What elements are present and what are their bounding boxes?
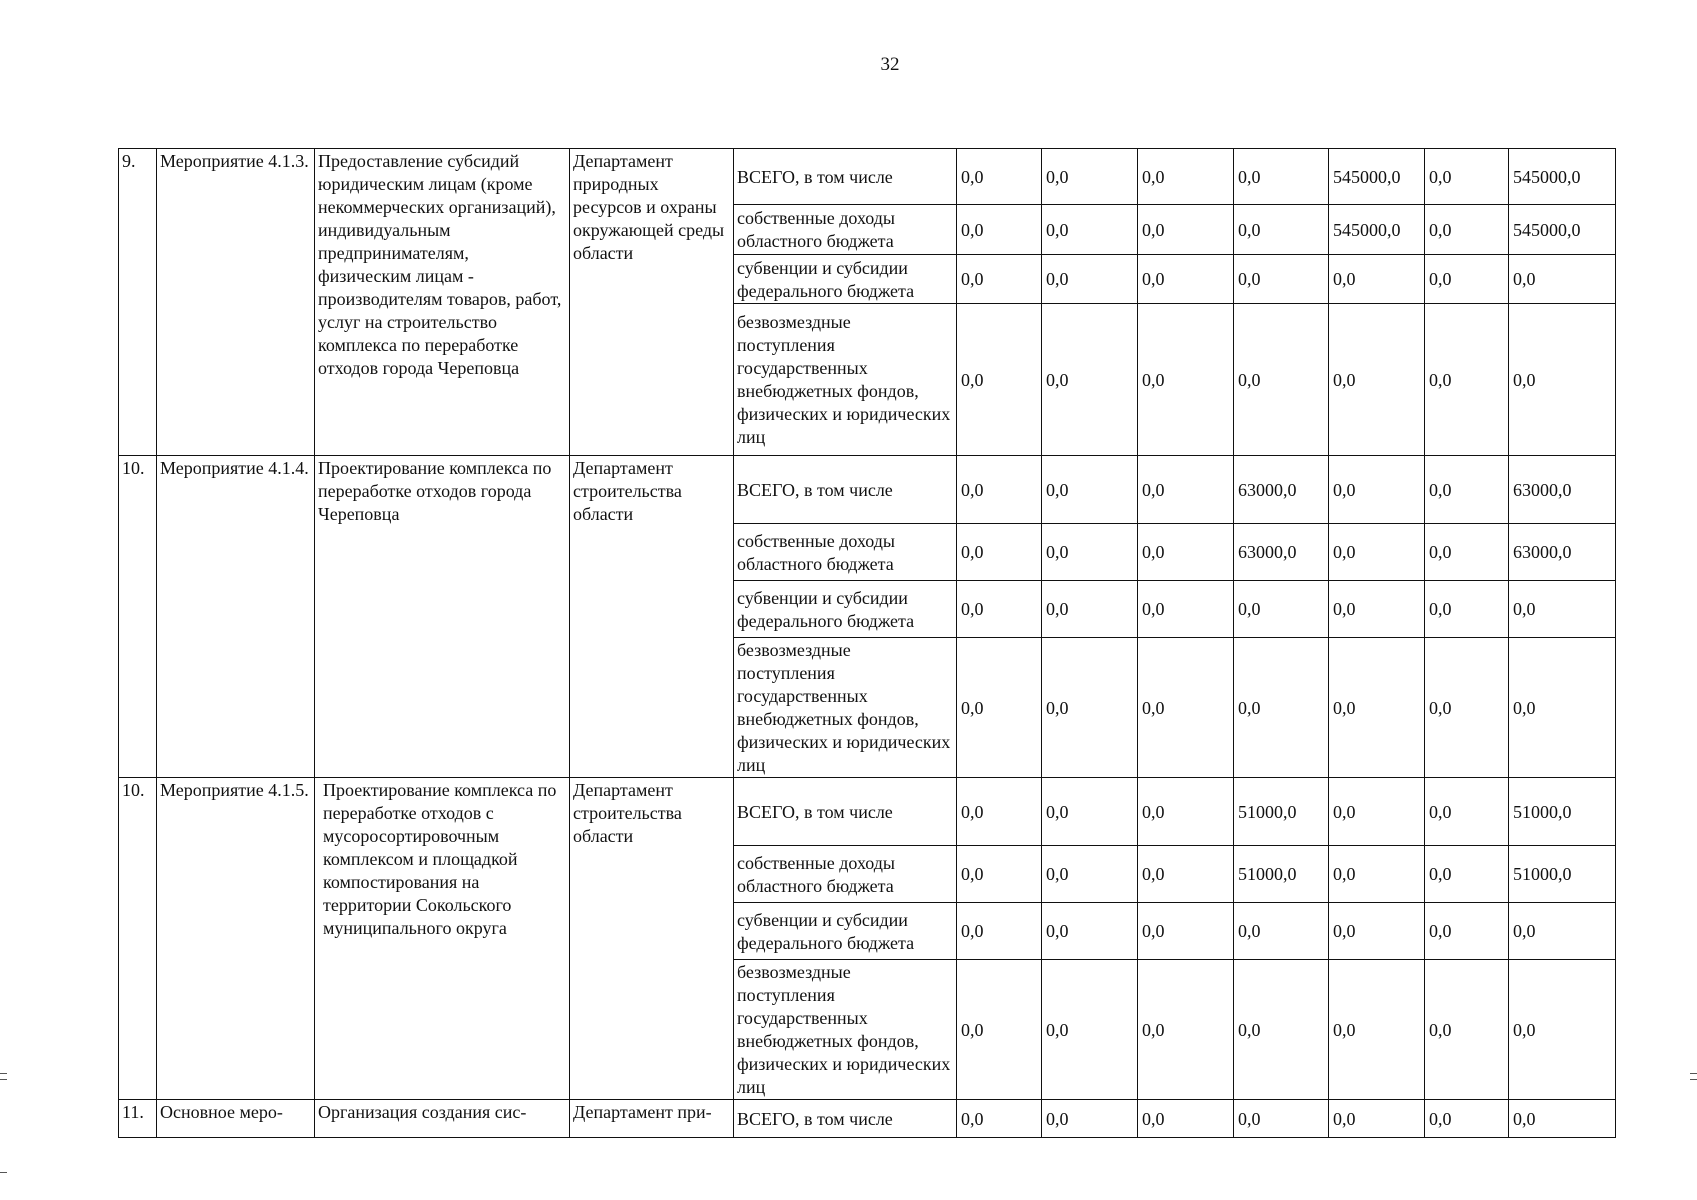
amount-cell: 0,0	[1425, 638, 1509, 778]
table-row	[119, 1100, 1616, 1138]
amount-cell: 0,0	[1425, 524, 1509, 581]
amount-cell: 0,0	[1138, 456, 1234, 524]
table-row	[119, 456, 1616, 524]
amount-cell: 0,0	[957, 581, 1042, 638]
amount-cell: 0,0	[1425, 846, 1509, 903]
amount-cell: 0,0	[1042, 1100, 1138, 1138]
amount-cell: 0,0	[1138, 638, 1234, 778]
amount-cell: 0,0	[1138, 149, 1234, 205]
amount-cell: 0,0	[1042, 903, 1138, 960]
margin-mark	[0, 1073, 7, 1074]
amount-cell: 0,0	[1425, 304, 1509, 456]
margin-mark	[0, 1172, 7, 1173]
amount-cell: 0,0	[957, 778, 1042, 846]
amount-cell: 0,0	[1138, 255, 1234, 304]
amount-cell: 545000,0	[1509, 205, 1616, 255]
amount-cell: 0,0	[1042, 304, 1138, 456]
amount-cell: 0,0	[1138, 581, 1234, 638]
row-number: 11.	[119, 1100, 157, 1138]
amount-cell: 0,0	[1042, 524, 1138, 581]
amount-cell: 0,0	[1425, 255, 1509, 304]
amount-cell: 0,0	[957, 903, 1042, 960]
amount-cell: 0,0	[1234, 960, 1329, 1100]
amount-cell: 0,0	[957, 149, 1042, 205]
amount-cell: 0,0	[1042, 205, 1138, 255]
funding-source: собственные доходы областного бюджета	[734, 846, 957, 903]
amount-cell: 0,0	[1234, 255, 1329, 304]
amount-cell: 0,0	[1329, 304, 1425, 456]
amount-cell: 545000,0	[1329, 205, 1425, 255]
amount-cell: 0,0	[957, 960, 1042, 1100]
amount-cell: 0,0	[1138, 778, 1234, 846]
amount-cell: 0,0	[1329, 778, 1425, 846]
amount-cell: 0,0	[957, 456, 1042, 524]
amount-cell: 0,0	[1138, 205, 1234, 255]
amount-cell: 0,0	[1042, 581, 1138, 638]
amount-cell: 545000,0	[1509, 149, 1616, 205]
amount-cell: 0,0	[957, 1100, 1042, 1138]
row-number: 9.	[119, 149, 157, 456]
amount-cell: 63000,0	[1509, 456, 1616, 524]
amount-cell: 0,0	[1509, 581, 1616, 638]
amount-cell: 0,0	[1329, 255, 1425, 304]
funding-source: субвенции и субсидии федерального бюджета	[734, 581, 957, 638]
row-number: 10.	[119, 778, 157, 1100]
amount-cell: 0,0	[1138, 1100, 1234, 1138]
amount-cell: 0,0	[1425, 1100, 1509, 1138]
event-code: Мероприятие 4.1.3.	[157, 149, 315, 456]
amount-cell: 0,0	[1234, 149, 1329, 205]
amount-cell: 0,0	[1138, 846, 1234, 903]
amount-cell: 0,0	[957, 638, 1042, 778]
page-number: 32	[880, 54, 900, 75]
amount-cell: 545000,0	[1329, 149, 1425, 205]
row-number: 10.	[119, 456, 157, 778]
amount-cell: 0,0	[1329, 638, 1425, 778]
executor: Департамент при-	[570, 1100, 734, 1138]
margin-mark	[1690, 1079, 1697, 1080]
amount-cell: 0,0	[1234, 638, 1329, 778]
amount-cell: 0,0	[957, 255, 1042, 304]
amount-cell: 0,0	[1425, 205, 1509, 255]
amount-cell: 63000,0	[1234, 456, 1329, 524]
event-name: Организация создания сис-	[315, 1100, 570, 1138]
event-code: Мероприятие 4.1.4.	[157, 456, 315, 778]
amount-cell: 0,0	[1329, 903, 1425, 960]
amount-cell: 0,0	[1425, 149, 1509, 205]
amount-cell: 51000,0	[1234, 846, 1329, 903]
amount-cell: 0,0	[1042, 149, 1138, 205]
amount-cell: 0,0	[1509, 1100, 1616, 1138]
amount-cell: 0,0	[1138, 903, 1234, 960]
amount-cell: 0,0	[1042, 638, 1138, 778]
amount-cell: 63000,0	[1234, 524, 1329, 581]
amount-cell: 0,0	[1329, 581, 1425, 638]
financing-table	[118, 148, 1616, 1138]
amount-cell: 0,0	[1425, 581, 1509, 638]
event-name: Проектирование комплекса по переработке отходов с мусоросортировочным комплексом и площадкой компостирования на территории Сокольского муниципального округа	[315, 778, 570, 1100]
funding-source: собственные доходы областного бюджета	[734, 524, 957, 581]
funding-source: субвенции и субсидии федерального бюджета	[734, 255, 957, 304]
amount-cell: 51000,0	[1509, 846, 1616, 903]
table-row	[119, 778, 1616, 846]
amount-cell: 0,0	[1138, 304, 1234, 456]
funding-source: ВСЕГО, в том числе	[734, 1100, 957, 1138]
funding-source: ВСЕГО, в том числе	[734, 456, 957, 524]
funding-source: безвозмездные поступления государственных внебюджетных фондов, физических и юридических лиц	[734, 304, 957, 456]
funding-source: безвозмездные поступления государственных внебюджетных фондов, физических и юридических лиц	[734, 960, 957, 1100]
amount-cell: 0,0	[1425, 960, 1509, 1100]
amount-cell: 0,0	[1042, 846, 1138, 903]
amount-cell: 0,0	[1425, 903, 1509, 960]
funding-source: субвенции и субсидии федерального бюджета	[734, 903, 957, 960]
amount-cell: 51000,0	[1509, 778, 1616, 846]
amount-cell: 0,0	[1509, 304, 1616, 456]
executor: Департамент строительства области	[570, 778, 734, 1100]
amount-cell: 0,0	[1234, 1100, 1329, 1138]
executor: Департамент природных ресурсов и охраны окружающей среды области	[570, 149, 734, 456]
amount-cell: 0,0	[1234, 903, 1329, 960]
event-name: Предоставление субсидий юридическим лицам (кроме некоммерческих организаций), индивидуальным предпринимателям, физическим лицам - производителям товаров, работ, услуг на строительство комплекса по переработке отходов города Череповца	[315, 149, 570, 456]
amount-cell: 0,0	[1425, 456, 1509, 524]
funding-source: безвозмездные поступления государственных внебюджетных фондов, физических и юридических лиц	[734, 638, 957, 778]
event-code: Основное меро-	[157, 1100, 315, 1138]
table-row	[119, 149, 1616, 205]
margin-mark	[1690, 1073, 1697, 1074]
amount-cell: 0,0	[1042, 255, 1138, 304]
amount-cell: 0,0	[1329, 1100, 1425, 1138]
funding-source: ВСЕГО, в том числе	[734, 149, 957, 205]
table-body	[119, 149, 1616, 1138]
funding-source: ВСЕГО, в том числе	[734, 778, 957, 846]
amount-cell: 0,0	[1234, 581, 1329, 638]
amount-cell: 0,0	[1138, 960, 1234, 1100]
amount-cell: 0,0	[1234, 304, 1329, 456]
funding-source: собственные доходы областного бюджета	[734, 205, 957, 255]
amount-cell: 0,0	[1425, 778, 1509, 846]
amount-cell: 0,0	[1509, 638, 1616, 778]
amount-cell: 51000,0	[1234, 778, 1329, 846]
amount-cell: 0,0	[1042, 778, 1138, 846]
amount-cell: 0,0	[1329, 846, 1425, 903]
amount-cell: 63000,0	[1509, 524, 1616, 581]
amount-cell: 0,0	[1042, 456, 1138, 524]
amount-cell: 0,0	[1042, 960, 1138, 1100]
amount-cell: 0,0	[1234, 205, 1329, 255]
amount-cell: 0,0	[957, 205, 1042, 255]
amount-cell: 0,0	[957, 846, 1042, 903]
event-code: Мероприятие 4.1.5.	[157, 778, 315, 1100]
amount-cell: 0,0	[1138, 524, 1234, 581]
executor: Департамент строительства области	[570, 456, 734, 778]
amount-cell: 0,0	[1329, 524, 1425, 581]
amount-cell: 0,0	[1509, 903, 1616, 960]
margin-mark	[0, 1079, 7, 1080]
amount-cell: 0,0	[957, 524, 1042, 581]
event-name: Проектирование комплекса по переработке отходов города Череповца	[315, 456, 570, 778]
amount-cell: 0,0	[1509, 960, 1616, 1100]
amount-cell: 0,0	[1329, 960, 1425, 1100]
amount-cell: 0,0	[957, 304, 1042, 456]
amount-cell: 0,0	[1509, 255, 1616, 304]
amount-cell: 0,0	[1329, 456, 1425, 524]
